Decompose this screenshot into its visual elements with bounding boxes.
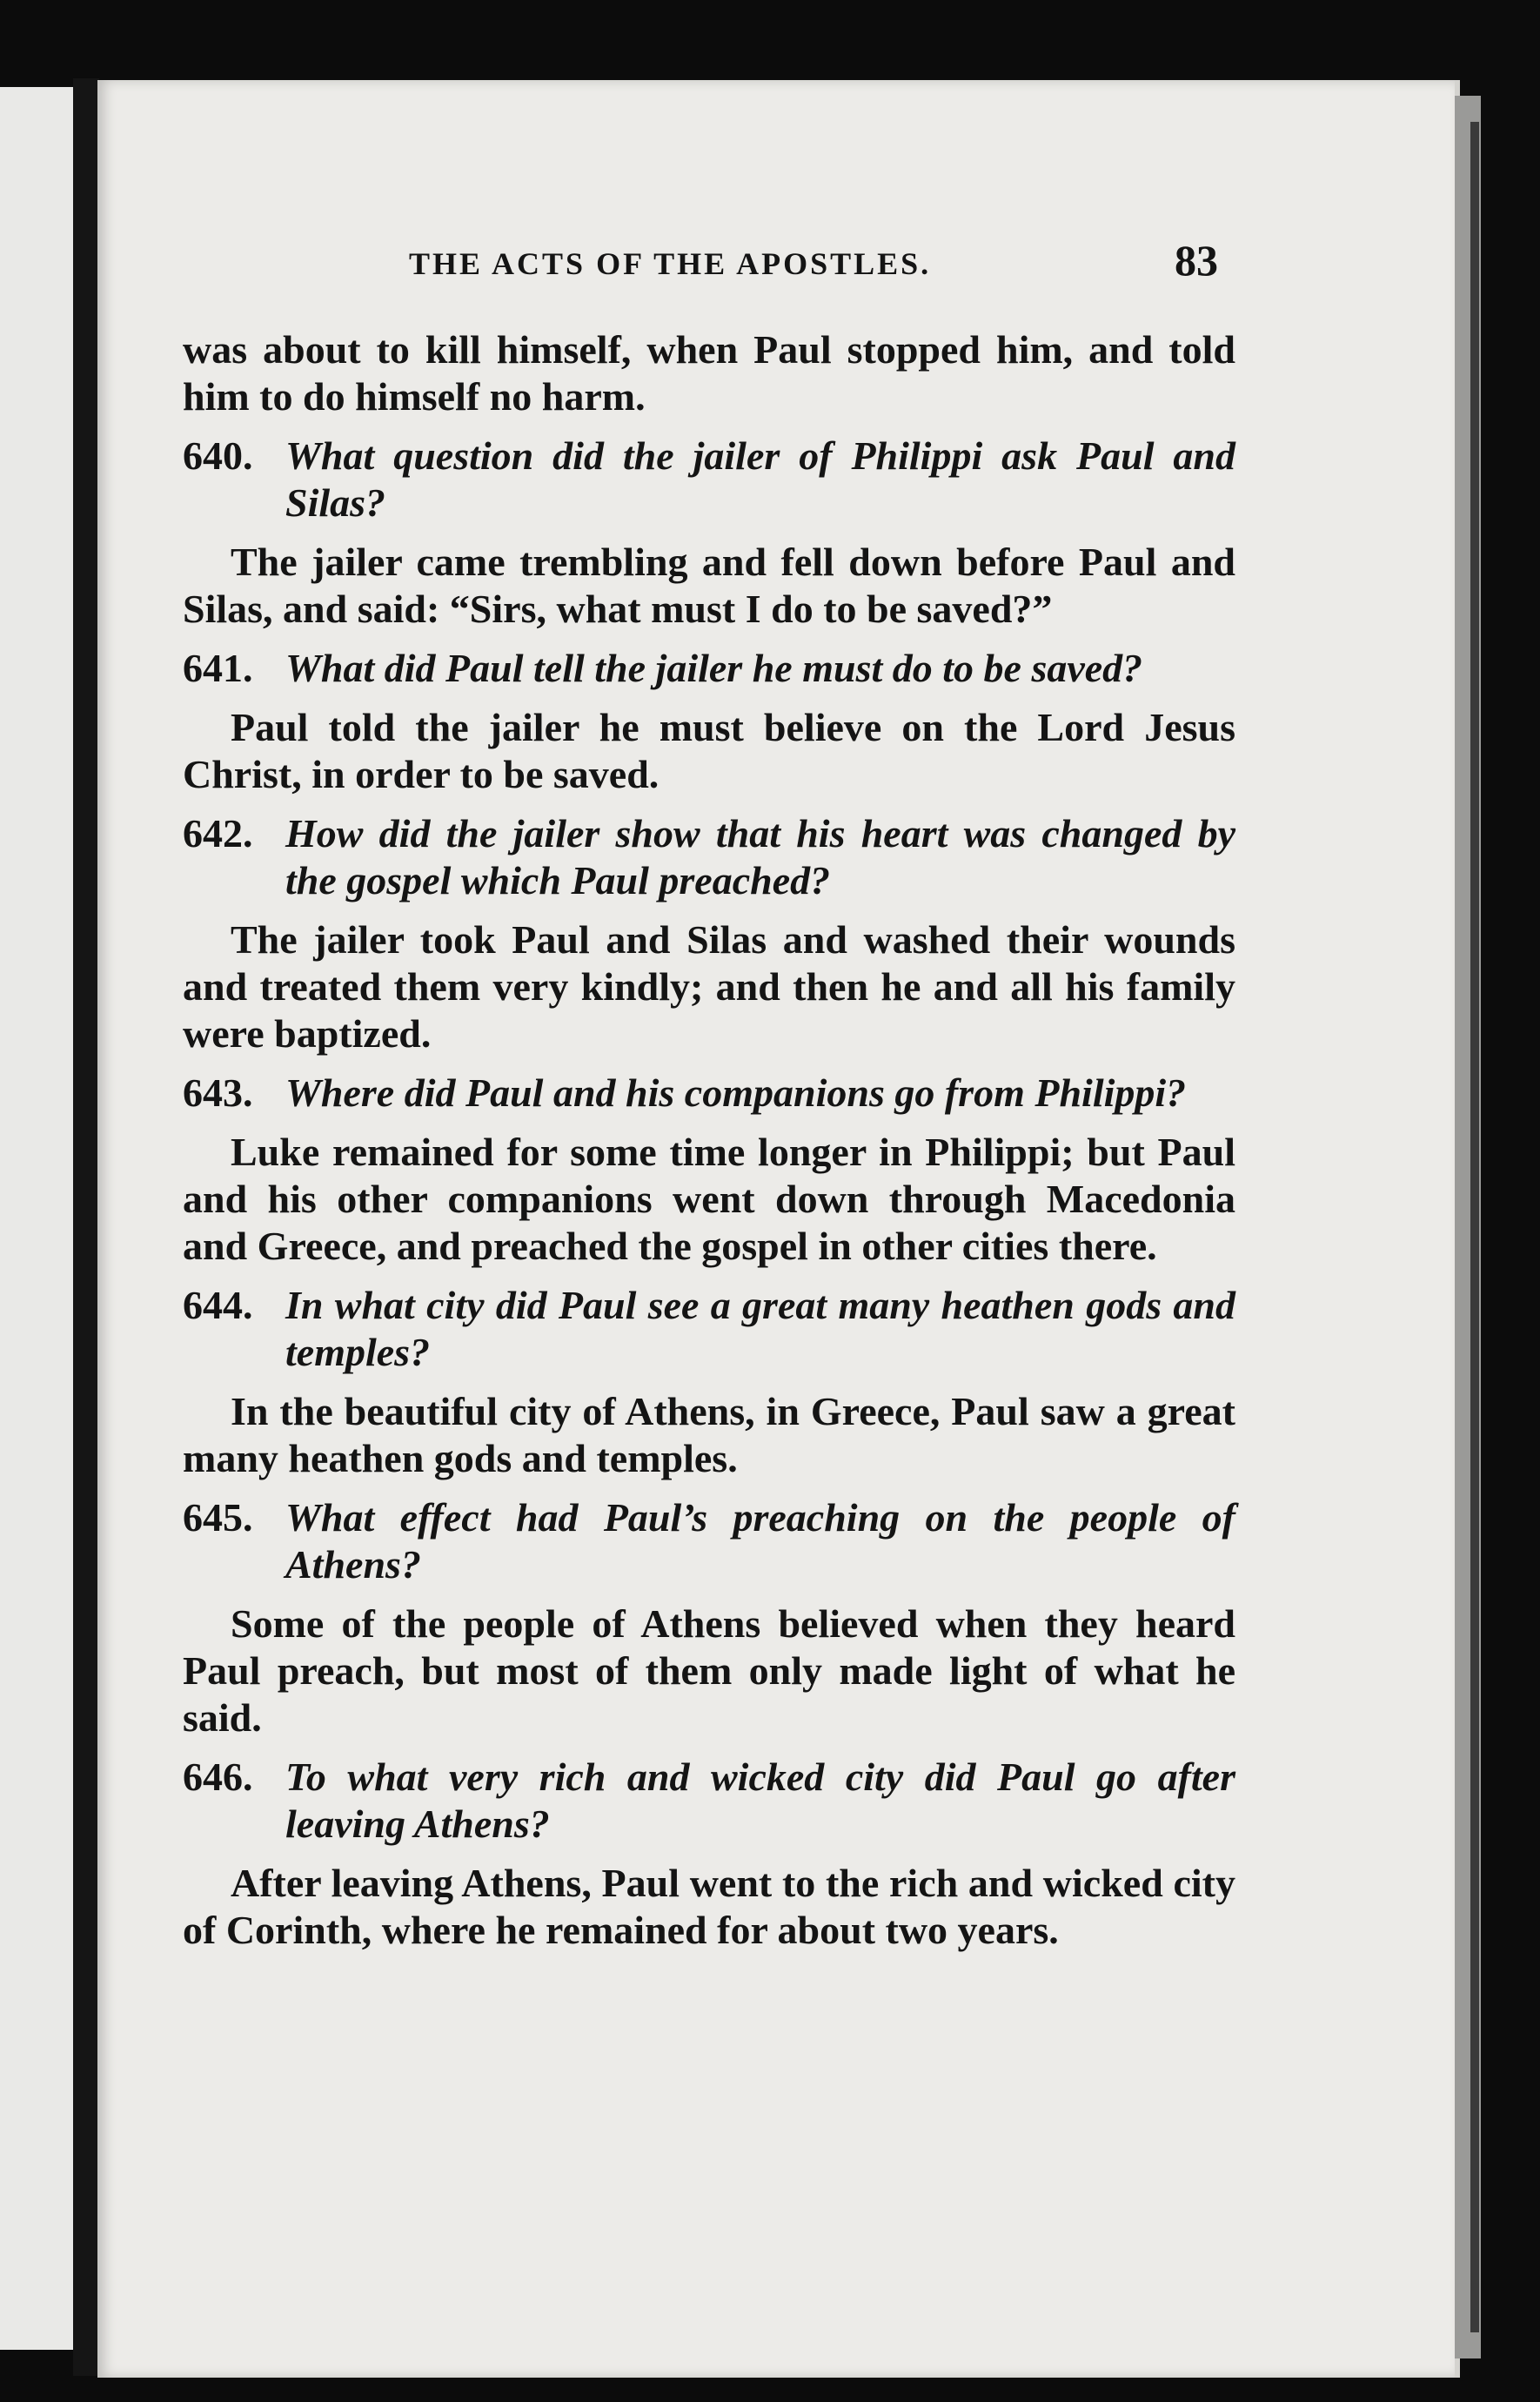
question-644	[183, 1282, 1235, 1376]
answer-646: After leaving Athens, Paul went to the rich and wicked city of Corinth, where he remained for about two years.	[183, 1861, 1235, 1952]
question-642	[183, 810, 1235, 904]
question-number: 645.	[183, 1495, 253, 1540]
question-641	[183, 645, 1235, 692]
question-text: What question did the jailer of Philippi ask Paul and Silas?	[285, 433, 1235, 525]
question-text: Where did Paul and his companions go from Philippi?	[285, 1070, 1187, 1115]
question-640	[183, 433, 1235, 527]
running-head: THE ACTS OF THE APOSTLES.	[409, 246, 932, 281]
question-643	[183, 1070, 1235, 1117]
question-number: 641.	[183, 646, 253, 690]
answer-642: The jailer took Paul and Silas and washed their wounds and treated them very kindly; and then he and all his family were baptized.	[183, 917, 1235, 1056]
question-number: 642.	[183, 811, 253, 855]
question-number: 644.	[183, 1283, 253, 1327]
page-body	[183, 326, 1235, 1966]
answer-641: Paul told the jailer he must believe on the Lord Jesus Christ, in order to be saved.	[183, 705, 1235, 796]
question-text: In what city did Paul see a great many heathen gods and temples?	[285, 1283, 1235, 1374]
answer-645: Some of the people of Athens believed when they heard Paul preach, but most of them only made light of what he said.	[183, 1601, 1235, 1740]
answer-continuation: was about to kill himself, when Paul stopped him, and told him to do himself no harm.	[183, 327, 1235, 419]
page-number: 83	[1175, 236, 1218, 285]
question-646	[183, 1754, 1235, 1848]
question-text: To what very rich and wicked city did Paul go after leaving Athens?	[285, 1755, 1235, 1846]
left-page-edge	[0, 87, 73, 2350]
answer-640: The jailer came trembling and fell down before Paul and Silas, and said: “Sirs, what must I do to be saved?”	[183, 540, 1235, 631]
question-number: 640.	[183, 433, 253, 478]
answer-644: In the beautiful city of Athens, in Greece, Paul saw a great many heathen gods and temples.	[183, 1389, 1235, 1480]
question-number: 646.	[183, 1755, 253, 1799]
question-text: What did Paul tell the jailer he must do to be saved?	[285, 646, 1143, 690]
answer-643: Luke remained for some time longer in Philippi; but Paul and his other companions went down through Macedonia and Greece, and preached the gospel in other cities there.	[183, 1130, 1235, 1268]
book-spine	[73, 78, 99, 2376]
question-text: How did the jailer show that his heart was changed by the gospel which Paul preached?	[285, 811, 1235, 902]
question-text: What effect had Paul’s preaching on the people of Athens?	[285, 1495, 1235, 1587]
question-number: 643.	[183, 1070, 253, 1115]
question-645	[183, 1494, 1235, 1588]
page-edge-shadow	[1470, 122, 1479, 2332]
